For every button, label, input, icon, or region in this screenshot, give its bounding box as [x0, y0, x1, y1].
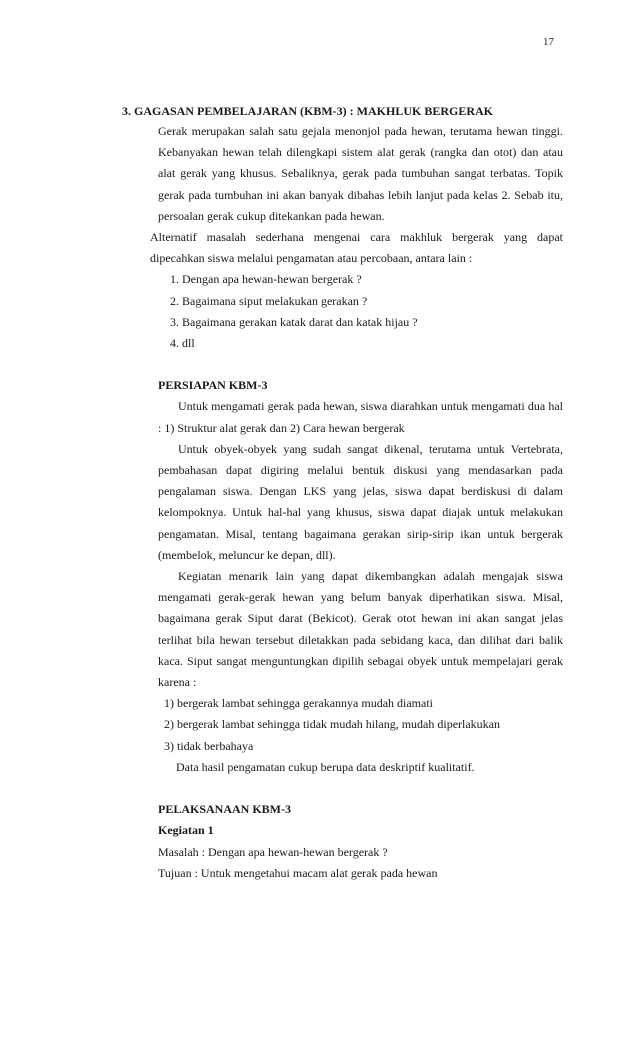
- spacer: [158, 354, 563, 375]
- masalah-line: Masalah : Dengan apa hewan-hewan bergerak ?: [158, 844, 388, 859]
- document-body: [122, 101, 563, 884]
- list-item: 2. Bagaimana siput melakukan gerakan ?: [170, 293, 368, 308]
- list-item: 1) bergerak lambat sehingga gerakannya mudah diamati: [164, 696, 434, 711]
- persiapan-paragraph-2: Untuk obyek-obyek yang sudah sangat dikenal, terutama untuk Vertebrata, pembahasan dapat digiring melalui bentuk diskusi yang mendasarkan pada pengalaman siswa. Dengan LKS yang jelas, siswa dapat berdiskusi di dalam kelompoknya. Untuk hal-hal yang khusus, siswa dapat diajak untuk melakukan pengamatan. Misal, tentang bagaimana gerakan sirip-sirip ikan untuk bergerak (membelok, meluncur ke depan, dll).: [158, 441, 563, 562]
- tujuan-line: Tujuan : Untuk mengetahui macam alat gerak pada hewan: [158, 865, 438, 880]
- persiapan-paragraph-3: Kegiatan menarik lain yang dapat dikembangkan adalah mengajak siswa mengamati gerak-gerak hewan yang belum banyak diperhatikan siswa. Misal, bagaimana gerak Siput darat (Bekicot). Gerak otot hewan ini akan sangat jelas terlihat bila hewan tersebut diletakkan pada sebidang kaca, dan dilihat dari balik kaca. Siput sangat menguntungkan dipilih sebagai obyek untuk mempelajari gerak karena :: [158, 569, 563, 690]
- persiapan-paragraph-1: Untuk mengamati gerak pada hewan, siswa diarahkan untuk mengamati dua hal : 1) Struktur alat gerak dan 2) Cara hewan bergerak: [158, 399, 563, 435]
- list-item: 2) bergerak lambat sehingga tidak mudah hilang, mudah diperlakukan: [164, 717, 501, 732]
- list-item: 4. dll: [170, 336, 195, 351]
- page-number: 17: [543, 36, 554, 48]
- section-title: 3. GAGASAN PEMBELAJARAN (KBM-3) : MAKHLUK BERGERAK: [122, 104, 493, 118]
- alternatif-paragraph: Alternatif masalah sederhana mengenai cara makhluk bergerak yang dapat dipecahkan siswa melalui pengamatan atau percobaan, antara lain :: [150, 230, 563, 266]
- persiapan-heading: PERSIAPAN KBM-3: [158, 378, 268, 393]
- question-list: [158, 269, 563, 354]
- kegiatan-heading: Kegiatan 1: [158, 823, 214, 838]
- reason-list: [158, 693, 563, 757]
- data-note: Data hasil pengamatan cukup berupa data deskriptif kualitatif.: [176, 759, 475, 774]
- list-item: 3) tidak berbahaya: [164, 738, 254, 753]
- list-item: 3. Bagaimana gerakan katak darat dan katak hijau ?: [170, 314, 418, 329]
- section-body: [122, 121, 563, 884]
- list-item: 1. Dengan apa hewan-hewan bergerak ?: [170, 272, 362, 287]
- pelaksanaan-heading: PELAKSANAAN KBM-3: [158, 802, 292, 817]
- intro-paragraph: Gerak merupakan salah satu gejala menonjol pada hewan, terutama hewan tinggi. Kebanyakan hewan telah dilengkapi sistem alat gerak (rangka dan otot) dan atau alat gerak yang khusus. Sebaliknya, gerak pada tumbuhan sangat terbatas. Topik gerak pada tumbuhan ini akan banyak dibahas lebih lanjut pada kelas 2. Sebab itu, persoalan gerak cukup ditekankan pada hewan.: [158, 124, 563, 223]
- spacer: [158, 778, 563, 799]
